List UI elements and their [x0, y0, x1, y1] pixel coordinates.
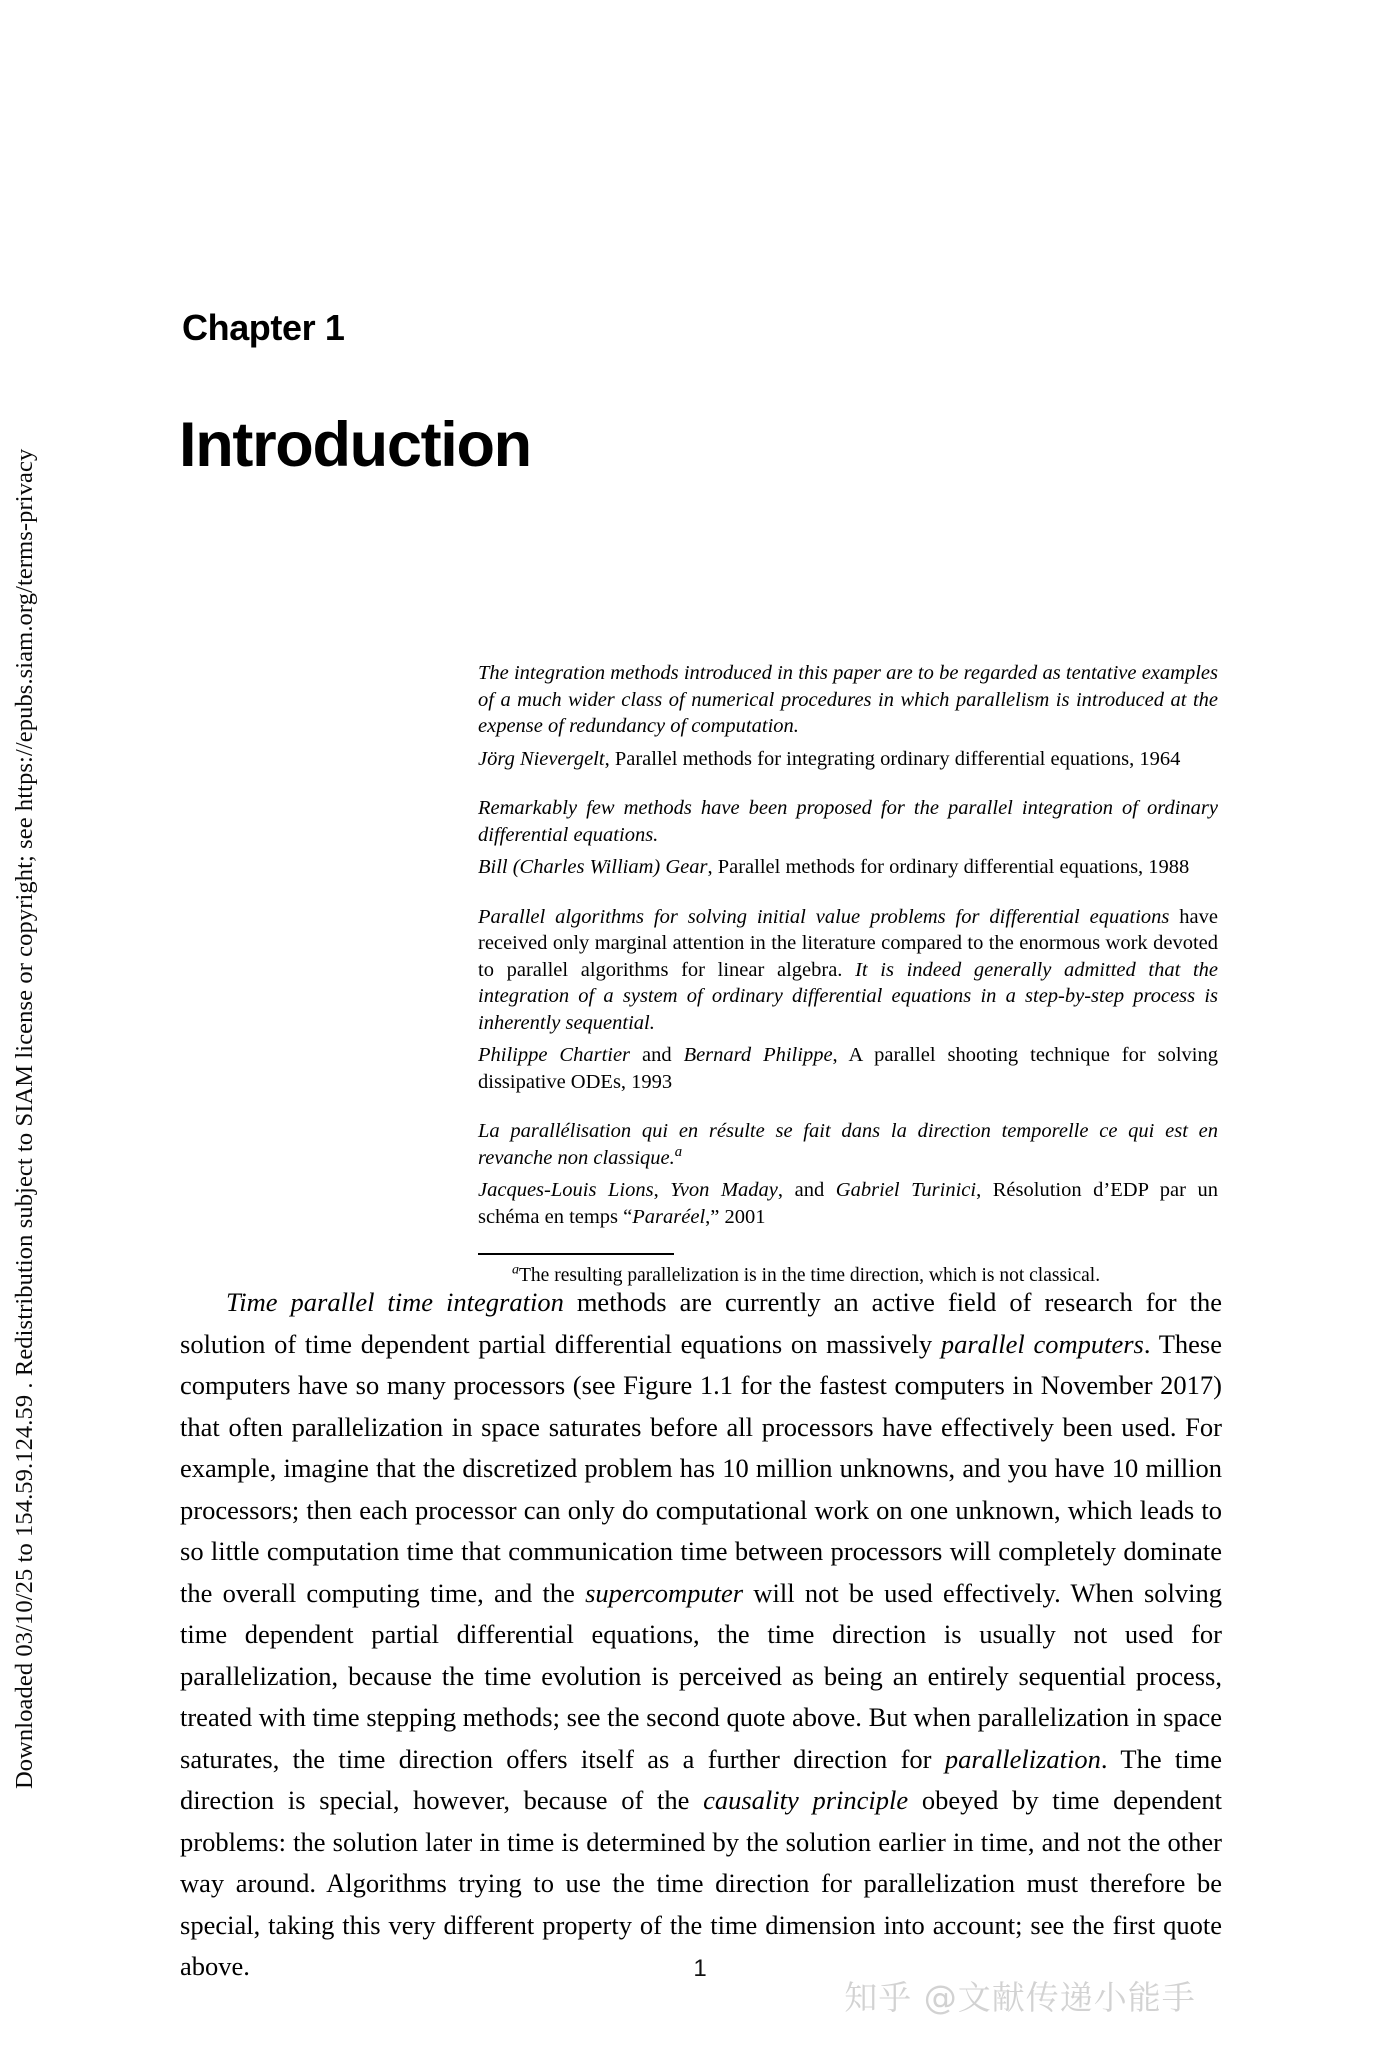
quote-source-3: , A parallel shooting technique for solving dissipative ODEs, 1993	[478, 1044, 1218, 1093]
quote-author-join-3: and	[630, 1044, 684, 1066]
footnote-label-superscript: a	[512, 1261, 520, 1278]
quote-attribution-4	[478, 1177, 1218, 1230]
quote-text-4-body: La parallélisation qui en résulte se fait dans la direction temporelle ce qui est en revanche non classique.	[478, 1120, 1218, 1169]
quote-author-join-4a: ,	[653, 1179, 671, 1201]
quote-block-2	[478, 795, 1218, 881]
body-paragraph	[180, 1282, 1222, 1988]
body-italic-3: parallelization	[944, 1743, 1101, 1774]
body-italic-1: parallel computers	[940, 1328, 1144, 1359]
quote-text-3	[478, 904, 1218, 1037]
body-segment-3: will not be used effectively. When solving time dependent partial differential equations, the time direction is usually not used for parallelization, because the time evolution is perceived as being an entirely sequential process, treated with time stepping methods; see the second quote above. But when parallelization in space saturates, the time direction offers itself as a further direction for	[180, 1577, 1223, 1774]
quote-source-2: , Parallel methods for ordinary differential equations, 1988	[707, 856, 1190, 878]
quote-author-3a: Philippe Chartier	[478, 1044, 631, 1066]
quote-block-3	[478, 904, 1218, 1096]
quote-author-4a: Jacques-Louis Lions	[478, 1179, 654, 1201]
footnote-marker-superscript: a	[674, 1143, 683, 1160]
quote-text-3-part3: It is indeed generally admitted that the integration of a system of ordinary differential equations in a step-by-step process is inherently sequential.	[478, 958, 1219, 1034]
body-segment-4: . The time direction is special, however, because of the	[180, 1743, 1223, 1815]
quote-author-3b: Bernard Philippe	[683, 1044, 833, 1066]
quote-text-1: The integration methods introduced in this paper are to be regarded as tentative examples of a much wider class of numerical procedures in which parallelism is introduced at the expense of redundancy of computation.	[478, 662, 1218, 737]
body-italic-2: supercomputer	[585, 1577, 744, 1608]
quote-source-4: , Résolution d’EDP par un schéma en temps “	[478, 1179, 1219, 1228]
quote-source-4-italic: Pararéel	[632, 1205, 706, 1228]
page-number: 1	[693, 1955, 707, 1982]
quote-block-1	[478, 660, 1218, 772]
quote-text-4	[478, 1118, 1218, 1171]
quote-author-join-4b: , and	[777, 1179, 836, 1201]
quote-text-3-part2: have received only marginal attention in the literature compared to the enormous work devoted to parallel algorithms for linear algebra.	[478, 905, 1218, 981]
quote-author-1: Jörg Nievergelt	[478, 747, 605, 770]
epigraph-quotes-block	[478, 660, 1218, 1288]
body-segment-5: obeyed by time dependent problems: the solution later in time is determined by the solution earlier in time, and not the other way around. Algorithms trying to use the time direction for parallelization must therefore be special, taking this very different property of the time dimension into account; see the first quote above.	[180, 1785, 1222, 1981]
zhihu-watermark: 知乎 @文献传递小能手	[844, 1978, 1196, 2017]
quote-attribution-1	[478, 746, 1218, 773]
quote-author-2: Bill (Charles William) Gear	[478, 856, 708, 878]
quote-block-4	[478, 1118, 1218, 1230]
body-segment-1: methods are currently an active field of research for the solution of time dependent partial differential equations on massively	[180, 1287, 1222, 1359]
chapter-label: Chapter 1	[182, 307, 345, 348]
quote-author-4b: Yvon Maday	[670, 1179, 778, 1201]
footnote-separator-rule	[478, 1253, 674, 1255]
quote-attribution-3	[478, 1042, 1218, 1095]
quote-text-2: Remarkably few methods have been proposed for the parallel integration of ordinary differential equations.	[478, 797, 1218, 846]
body-segment-2: . These computers have so many processors (see Figure 1.1 for the fastest computers in November 2017) that often parallelization in space saturates before all processors have effectively been used. For example, imagine that the discretized problem has 10 million unknowns, and you have 10 million processors; then each processor can only do computational work on one unknown, which leads to so little computation time that communication time between processors will completely dominate the overall computing time, and the	[180, 1328, 1223, 1608]
footnote-body: The resulting parallelization is in the time direction, which is not classical.	[519, 1265, 1101, 1286]
body-italic-4: causality principle	[703, 1785, 909, 1815]
page-title: Introduction	[179, 410, 531, 481]
quote-author-4c: Gabriel Turinici	[835, 1179, 977, 1201]
quote-text-3-part1: Parallel algorithms for solving initial value problems for differential equations	[478, 905, 1170, 928]
quote-attribution-2	[478, 854, 1218, 881]
body-lead-italic: Time parallel time integration	[226, 1287, 564, 1317]
quote-source-4-end: ,” 2001	[705, 1205, 766, 1228]
quote-source-1: , Parallel methods for integrating ordinary differential equations, 1964	[604, 747, 1181, 770]
siam-license-stamp-text: Downloaded 03/10/25 to 154.59.124.59 . Redistribution subject to SIAM license or copyright; see https://epubs.siam.org/terms-privacy	[11, 448, 38, 1789]
